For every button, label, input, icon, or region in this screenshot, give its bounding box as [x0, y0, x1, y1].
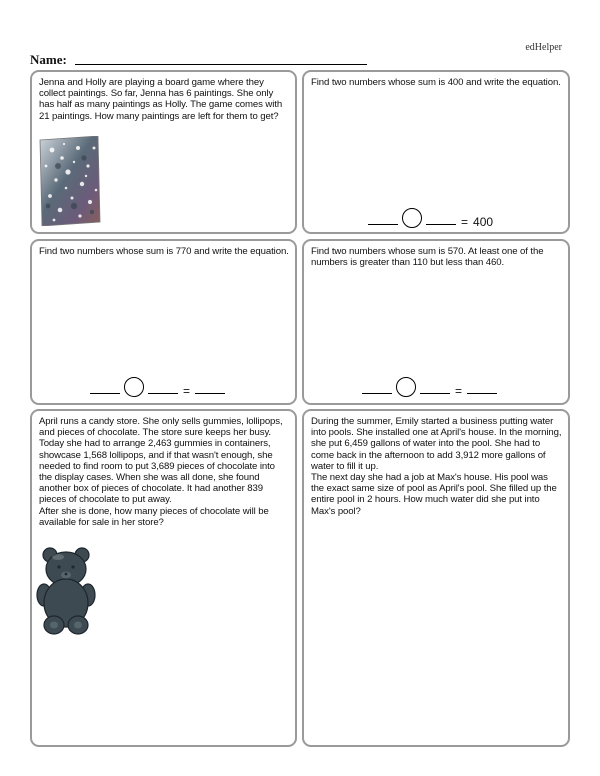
equation-2	[368, 208, 493, 228]
addend-blank-2[interactable]	[426, 223, 456, 225]
sum-blank[interactable]	[195, 392, 225, 394]
operator-circle[interactable]	[396, 377, 416, 397]
problem-box-6	[302, 409, 570, 747]
addend-blank-1[interactable]	[368, 223, 398, 225]
equation-3	[90, 377, 225, 397]
equals-sign: =	[455, 384, 463, 398]
addend-blank-1[interactable]	[90, 392, 120, 394]
equation-4	[362, 377, 497, 397]
name-line[interactable]	[75, 64, 367, 65]
problem-box-3	[30, 239, 297, 405]
problem-6-text-block	[311, 416, 562, 517]
problem-6-text: During the summer, Emily started a business putting water into pools. She installed one at April's house. In the morning, she put 6,459 gallons of water into the pool. She had to come back in the afternoon to add 3,912 more gallons of water to fill it up.	[311, 416, 562, 472]
addend-blank-2[interactable]	[420, 392, 450, 394]
equals-sign: =	[183, 384, 191, 398]
problem-box-1	[30, 70, 297, 234]
operator-circle[interactable]	[124, 377, 144, 397]
problem-5-question: After she is done, how many pieces of chocolate will be available for sale in her store?	[39, 505, 269, 528]
addend-blank-1[interactable]	[362, 392, 392, 394]
problem-5-text: April runs a candy store. She only sells gummies, lollipops, and pieces of chocolate. The store sure keeps her busy. Today she had to arrange 2,463 gummies in containers, showcase 1,568 lollipops, and if that wasn't enough, she needed to find room to put 3,689 pieces of chocolate into the display cases. When she was all done, she found another box of pieces of chocolate. It had another 839 pieces of chocolate to put away.	[39, 416, 283, 506]
sum-blank[interactable]	[467, 392, 497, 394]
problem-box-2	[302, 70, 570, 234]
problem-box-4	[302, 239, 570, 405]
name-label: Name:	[30, 52, 67, 67]
operator-circle[interactable]	[402, 208, 422, 228]
equals-sign: =	[461, 215, 469, 229]
problem-box-5	[30, 409, 297, 747]
problem-2-text: Find two numbers whose sum is 400 and write the equation.	[311, 77, 561, 88]
problem-3-text: Find two numbers whose sum is 770 and write the equation.	[39, 246, 289, 257]
problem-1-text: Jenna and Holly are playing a board game where they collect paintings. So far, Jenna has 6 paintings. She only has half as many paintings as Holly. The game comes with 21 paintings. How many paintings are left for them to get?	[39, 77, 283, 122]
painting-illustration	[38, 136, 102, 226]
addend-blank-2[interactable]	[148, 392, 178, 394]
problem-5-text-block	[39, 416, 289, 528]
sum-value: 400	[473, 215, 494, 229]
brand-label: edHelper	[525, 42, 562, 53]
problem-6-text-2: The next day she had a job at Max's house. His pool was the exact same size of pool as April's pool. She filled up the entire pool in 2 hours. How much water did she put into Max's pool?	[311, 472, 557, 517]
gummy-bear-illustration	[36, 545, 96, 637]
problem-4-text: Find two numbers whose sum is 570. At least one of the numbers is greater than 110 but less than 460.	[311, 246, 544, 269]
